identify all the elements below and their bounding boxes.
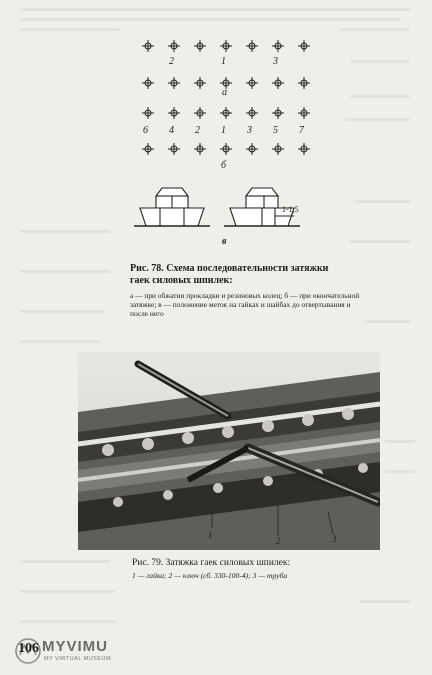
label-v: в [222,236,227,247]
label-b: б [221,160,227,171]
figure-79-legend: 1 — гайка; 2 — ключ (сб. 330-100-4); 3 — труба [132,571,288,580]
label-row-b-2: 4 [169,125,174,136]
label-row-b-1: 6 [143,125,148,136]
figure-78-caption: Рис. 78. Схема последовательности затяжки гаек силовых шпилек: [130,263,329,286]
label-row-b-6: 5 [273,125,278,136]
callout-3: 3 [332,534,337,544]
label-row-a-1: 2 [169,56,174,67]
label-row-a-2: 1 [221,56,226,67]
figure-78-legend: а — при обжатии прокладки и резиновых колец; б — при окончательной затяжке; в — положение меток на гайках и шайбах до отвертывания и после него [130,291,360,318]
page-number: 106 [18,641,39,656]
label-row-b-5: 3 [247,125,252,136]
callout-1: 1 [208,530,213,540]
figure-79-caption: Рис. 79. Затяжка гаек силовых шпилек: [132,558,291,568]
callout-2: 2 [276,536,281,546]
label-row-b-3: 2 [195,125,200,136]
label-row-a-3: 3 [273,56,278,67]
watermark-subtext: MY VIRTUAL MUSEUM [44,656,112,662]
label-a: a [222,87,227,98]
label-row-b-7: 7 [299,125,304,136]
dimension-label: 1-1,5 [282,205,299,214]
label-row-b-4: 1 [221,125,226,136]
watermark-text: MYVIMU [42,638,108,655]
